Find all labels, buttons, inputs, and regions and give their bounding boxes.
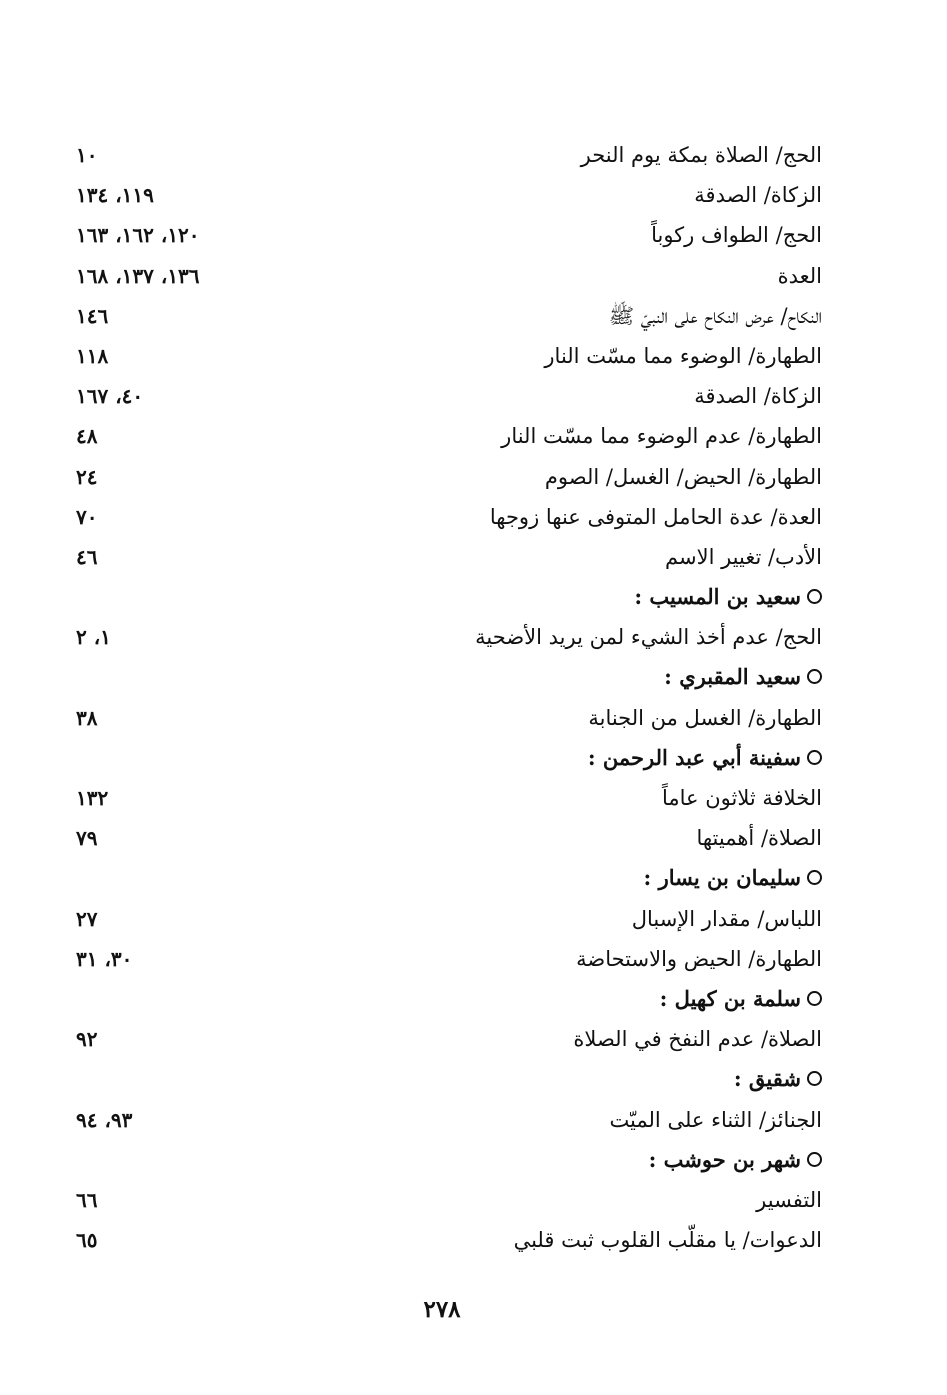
index-entry-row xyxy=(70,1181,822,1221)
entry-topic xyxy=(694,180,822,210)
entry-topic xyxy=(514,1225,822,1255)
entry-topic-text: العدة/ عدة الحامل المتوفى عنها زوجها xyxy=(489,504,822,529)
entry-topic-text: الزكاة/ الصدقة xyxy=(694,183,822,208)
entry-topic xyxy=(576,944,822,974)
entry-topic-text: التفسير xyxy=(756,1187,822,1212)
entry-page-refs: ٢٧ xyxy=(76,906,98,931)
entry-topic-text: الجنائز/ الثناء على الميّت xyxy=(609,1107,822,1132)
entry-topic-text: سعيد بن المسيب : xyxy=(634,584,801,610)
entry-page-refs: ٦٥ xyxy=(76,1228,98,1253)
entry-topic-text: سلمة بن كهيل : xyxy=(659,985,801,1011)
entry-topic-text: الأدب/ تغيير الاسم xyxy=(665,544,822,569)
narrator-heading-row xyxy=(70,859,822,899)
entry-topic-text: الطهارة/ الحيض والاستحاضة xyxy=(576,946,822,971)
entry-topic-text: الخلافة ثلاثون عاماً xyxy=(661,786,822,810)
entry-page-refs: ٩٣، ٩٤ xyxy=(76,1107,133,1132)
index-entry-row xyxy=(70,779,822,819)
narrator-name xyxy=(660,984,822,1014)
index-entry-row xyxy=(70,216,822,256)
index-entry-row xyxy=(70,900,822,940)
index-entry-row xyxy=(70,618,822,658)
entry-topic xyxy=(501,421,822,451)
entry-topic-text: الطهارة/ الحيض/ الغسل/ الصوم xyxy=(544,464,822,489)
narrator-heading-row xyxy=(70,739,822,779)
index-entry-row xyxy=(70,498,822,538)
entry-page-refs: ١١٨ xyxy=(76,343,109,368)
index-entry-row xyxy=(70,377,822,417)
entry-page-refs: ١٣٦، ١٣٧، ١٦٨ xyxy=(76,263,200,288)
circle-bullet-icon xyxy=(807,669,822,684)
entry-topic xyxy=(588,703,822,733)
index-entry-row xyxy=(70,1101,822,1141)
entry-topic xyxy=(696,823,822,853)
narrator-heading-row xyxy=(70,980,822,1020)
narrator-heading-row xyxy=(70,658,822,698)
entry-page-refs: ٩٢ xyxy=(76,1027,98,1052)
entry-topic-text: الدعوات/ يا مقلّب القلوب ثبت قلبي xyxy=(513,1228,822,1253)
entry-topic-text: الزكاة/ الصدقة xyxy=(694,384,822,409)
circle-bullet-icon xyxy=(807,750,822,765)
index-entry-row xyxy=(70,940,822,980)
entry-topic-text: الطهارة/ الغسل من الجنابة xyxy=(588,705,822,730)
entry-topic xyxy=(545,462,822,492)
entry-page-refs: ٣٠، ٣١ xyxy=(76,946,133,971)
entry-page-refs: ٣٨ xyxy=(76,705,98,730)
circle-bullet-icon xyxy=(807,1071,822,1086)
entry-topic xyxy=(475,622,822,652)
entry-page-refs: ٢٤ xyxy=(76,464,98,489)
entry-topic xyxy=(490,502,822,532)
entry-page-refs: ٧٩ xyxy=(76,826,98,851)
narrator-heading-row xyxy=(70,1141,822,1181)
entry-page-refs: ٤٠، ١٦٧ xyxy=(76,384,144,409)
entry-topic xyxy=(662,783,822,813)
entry-page-refs: ١٢٠، ١٦٢، ١٦٣ xyxy=(76,223,200,248)
entry-page-refs: ١٤٦ xyxy=(76,303,109,328)
entry-topic-text: النكاح/ عرض النكاح على النبيّ ﷺ xyxy=(608,303,822,328)
entry-topic xyxy=(632,904,822,934)
narrator-heading-row xyxy=(70,1060,822,1100)
index-entry-row xyxy=(70,257,822,297)
entry-topic-text: اللباس/ مقدار الإسبال xyxy=(631,906,822,931)
entry-topic xyxy=(651,220,822,250)
index-list xyxy=(70,136,822,1261)
entry-topic xyxy=(665,542,822,572)
entry-topic xyxy=(609,301,822,331)
entry-topic xyxy=(544,341,822,371)
entry-page-refs: ١٣٢ xyxy=(76,786,109,810)
entry-topic-text: الصلاة/ عدم النفخ في الصلاة xyxy=(573,1027,822,1052)
entry-page-refs: ٧٠ xyxy=(76,504,98,529)
entry-topic-text: الحج/ الطواف ركوباً xyxy=(651,223,822,248)
circle-bullet-icon xyxy=(807,589,822,604)
index-entry-row xyxy=(70,1221,822,1261)
narrator-name xyxy=(734,1064,822,1094)
entry-topic-text: سفينة أبي عبد الرحمن : xyxy=(587,744,801,770)
index-entry-row xyxy=(70,1020,822,1060)
narrator-heading-row xyxy=(70,578,822,618)
index-entry-row xyxy=(70,538,822,578)
index-entry-row xyxy=(70,819,822,859)
entry-page-refs: ٦٦ xyxy=(76,1187,98,1212)
index-entry-row xyxy=(70,337,822,377)
narrator-name xyxy=(588,743,822,773)
entry-topic-text: العدة xyxy=(777,263,822,288)
index-entry-row xyxy=(70,297,822,337)
circle-bullet-icon xyxy=(807,991,822,1006)
entry-topic-text: الطهارة/ الوضوء مما مسّت النار xyxy=(544,343,822,368)
entry-page-refs: ١٠ xyxy=(76,143,98,167)
index-entry-row xyxy=(70,176,822,216)
narrator-name xyxy=(644,863,822,893)
entry-topic xyxy=(694,381,822,411)
index-entry-row xyxy=(70,136,822,176)
entry-topic-text: شهر بن حوشب : xyxy=(648,1146,801,1172)
entry-page-refs: ٤٨ xyxy=(76,424,98,449)
entry-topic-text: الحج/ عدم أخذ الشيء لمن يريد الأضحية xyxy=(475,625,822,650)
entry-topic-text: الحج/ الصلاة بمكة يوم النحر xyxy=(580,143,822,167)
index-entry-row xyxy=(70,458,822,498)
entry-page-refs: ١، ٢ xyxy=(76,625,111,650)
entry-page-refs: ٤٦ xyxy=(76,544,98,569)
narrator-name xyxy=(634,582,822,612)
entry-topic-text: سليمان بن يسار : xyxy=(643,865,801,891)
circle-bullet-icon xyxy=(807,1152,822,1167)
entry-page-refs: ١١٩، ١٣٤ xyxy=(76,183,154,208)
entry-topic-text: الطهارة/ عدم الوضوء مما مسّت النار xyxy=(501,424,822,449)
entry-topic xyxy=(778,261,822,291)
narrator-name xyxy=(649,1145,822,1175)
index-entry-row xyxy=(70,417,822,457)
entry-topic xyxy=(581,140,822,170)
index-entry-row xyxy=(70,699,822,739)
narrator-name xyxy=(664,662,822,692)
entry-topic xyxy=(756,1185,822,1215)
circle-bullet-icon xyxy=(807,870,822,885)
entry-topic-text: شقيق : xyxy=(733,1066,801,1092)
page-number: ٢٧٨ xyxy=(423,1296,461,1323)
entry-topic-text: سعيد المقبري : xyxy=(664,664,801,690)
entry-topic xyxy=(573,1024,822,1054)
entry-topic-text: الصلاة/ أهميتها xyxy=(696,826,822,851)
entry-topic xyxy=(609,1105,822,1135)
